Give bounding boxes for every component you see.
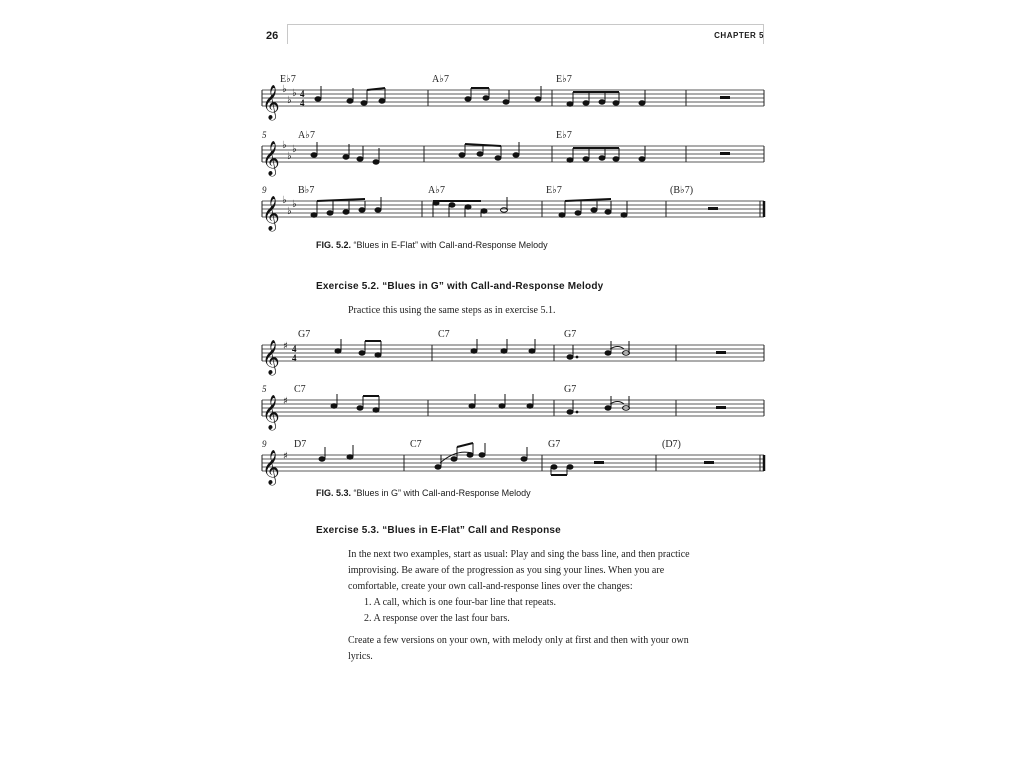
notes [311, 197, 718, 217]
caption-label: FIG. 5.3. [316, 488, 352, 498]
chord-symbol: (B♭7) [670, 185, 694, 196]
treble-clef-icon: 𝄞 [262, 450, 280, 485]
page-number: 26 [266, 30, 279, 42]
exercise-number: Exercise 5.3. [316, 525, 380, 536]
fig-5-2-system-1 [258, 72, 768, 120]
chord-symbol: B♭7 [298, 185, 315, 196]
flat-icon: ♭ [292, 144, 297, 155]
chord-symbol: C7 [294, 384, 306, 395]
chord-symbol: C7 [438, 329, 450, 340]
time-signature: 4 [300, 98, 305, 108]
measure-number: 5 [262, 130, 267, 140]
sharp-icon: ♯ [283, 341, 288, 352]
exercise-number: Exercise 5.2. [316, 281, 380, 292]
header-rule [287, 24, 764, 25]
chord-symbol: D7 [294, 439, 307, 450]
fig-5-3-system-3 [258, 437, 768, 485]
chord-symbol: A♭7 [298, 130, 315, 141]
chord-symbol: C7 [410, 439, 422, 450]
chord-symbol: (D7) [662, 439, 681, 450]
list-item: 2. A response over the last four bars. [364, 613, 510, 624]
chord-symbol: G7 [564, 384, 577, 395]
treble-clef-icon: 𝄞 [262, 85, 280, 120]
notes [315, 86, 730, 106]
fig-5-3-system-2 [258, 382, 768, 430]
time-signature: 4 [292, 344, 297, 354]
page-header [266, 30, 764, 44]
flat-icon: ♭ [282, 84, 287, 95]
paragraph: In the next two examples, start as usual: Play and sing the bass line, and then practice improvising. Be aware of the progression as you sing your lines. When you are comfortable, create your own call-and-response lines over the changes: [348, 549, 690, 592]
flat-icon: ♭ [282, 140, 287, 151]
instruction-text: Practice this using the same steps as in exercise 5.1. [348, 305, 556, 316]
measure-number: 5 [262, 384, 267, 394]
fig-5-2-caption [316, 240, 548, 250]
staff [262, 90, 764, 106]
exercise-title: “Blues in G” with Call-and-Response Melody [382, 281, 604, 292]
measure-number: 9 [262, 185, 267, 195]
sharp-icon: ♯ [283, 396, 288, 407]
caption-text: “Blues in G” with Call-and-Response Melody [353, 488, 531, 498]
fig-5-2-system-2 [258, 128, 768, 176]
exercise-5-3-body [348, 547, 710, 665]
exercise-5-2-instruction [348, 303, 710, 319]
caption-text: “Blues in E-Flat” with Call-and-Response Melody [353, 240, 548, 250]
treble-clef-icon: 𝄞 [262, 196, 280, 231]
chord-symbol: G7 [548, 439, 561, 450]
flat-icon: ♭ [287, 95, 292, 106]
time-signature: 4 [300, 89, 305, 99]
chord-symbol: E♭7 [280, 74, 296, 85]
fig-5-3-caption [316, 488, 531, 498]
flat-icon: ♭ [282, 195, 287, 206]
fig-5-3-system-1 [258, 327, 768, 375]
flat-icon: ♭ [292, 88, 297, 99]
treble-clef-icon: 𝄞 [262, 141, 280, 176]
chord-symbol: A♭7 [432, 74, 449, 85]
exercise-5-3-title [316, 525, 561, 536]
staff [262, 455, 764, 471]
time-signature: 4 [292, 353, 297, 363]
measure-number: 9 [262, 439, 267, 449]
fig-5-2-system-3 [258, 183, 768, 231]
chord-symbol: G7 [298, 329, 311, 340]
list-item: 1. A call, which is one four-bar line that repeats. [364, 597, 556, 608]
chord-symbol: E♭7 [546, 185, 562, 196]
flat-icon: ♭ [287, 151, 292, 162]
flat-icon: ♭ [292, 199, 297, 210]
chapter-label: CHAPTER 5 [714, 31, 764, 40]
chord-symbol: G7 [564, 329, 577, 340]
treble-clef-icon: 𝄞 [262, 395, 280, 430]
sharp-icon: ♯ [283, 451, 288, 462]
chord-symbol: E♭7 [556, 130, 572, 141]
exercise-5-2-title [316, 281, 603, 292]
notes [311, 142, 730, 164]
caption-label: FIG. 5.2. [316, 240, 352, 250]
flat-icon: ♭ [287, 206, 292, 217]
chord-symbol: A♭7 [428, 185, 445, 196]
exercise-title: “Blues in E-Flat” Call and Response [382, 525, 561, 536]
staff [262, 201, 764, 217]
treble-clef-icon: 𝄞 [262, 340, 280, 375]
chord-symbol: E♭7 [556, 74, 572, 85]
header-divider-left [287, 24, 288, 44]
paragraph: Create a few versions on your own, with melody only at first and then with your own lyrics. [348, 635, 689, 662]
